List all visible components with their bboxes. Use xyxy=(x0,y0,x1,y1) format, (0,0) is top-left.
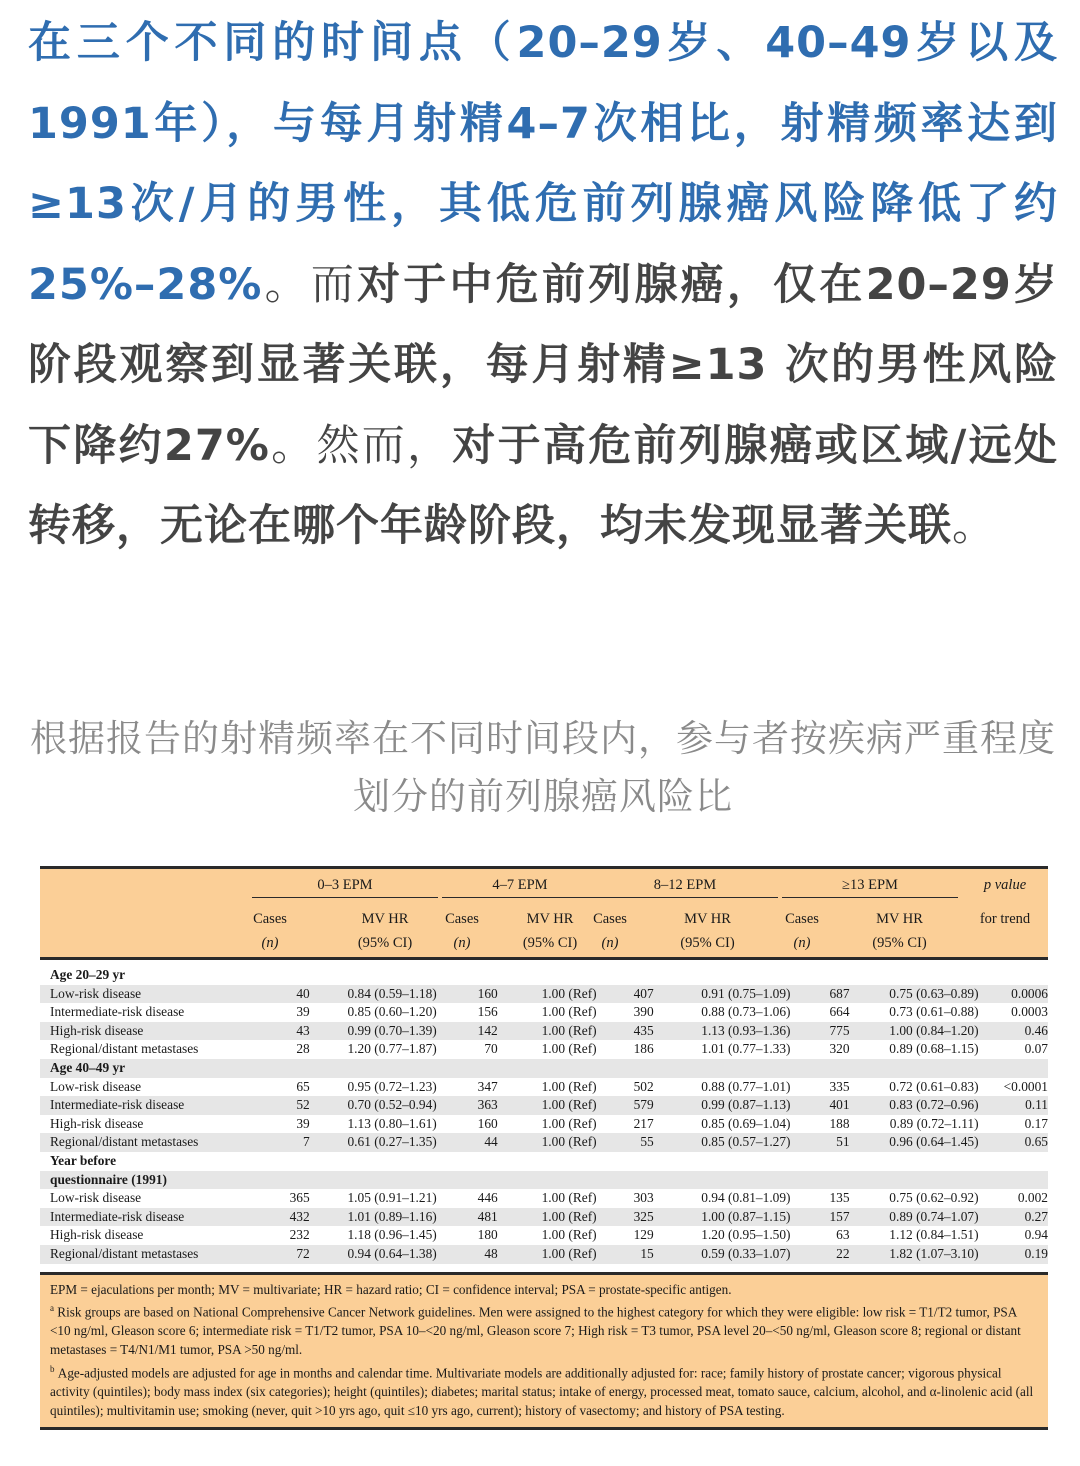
table-row xyxy=(40,1133,1048,1152)
table-cell: 188 xyxy=(829,1115,850,1131)
table-cell: 52 xyxy=(249,1096,310,1115)
table-cell: 0.99 (0.70–1.39) xyxy=(310,1022,437,1041)
header-rule xyxy=(782,897,958,898)
table-cell: 0.85 (0.69–1.04) xyxy=(701,1115,791,1131)
header-rule xyxy=(252,897,438,898)
table-cell: 1.20 (0.95–1.50) xyxy=(701,1227,791,1243)
header-group-4-7: 4–7 EPM xyxy=(492,877,548,893)
table-cell: 1.00 (Ref) xyxy=(541,1227,597,1243)
table-cell: 1.00 (Ref) xyxy=(498,1096,597,1115)
table-cell: 65 xyxy=(296,1078,310,1094)
figure-caption: 根据报告的射精频率在不同时间段内，参与者按疾病严重程度划分的前列腺癌风险比 xyxy=(30,717,1056,818)
table-cell: 775 xyxy=(791,1022,850,1041)
table-row xyxy=(40,1040,1048,1059)
section-title: Year before xyxy=(50,1152,117,1168)
row-label: Low-risk disease xyxy=(40,985,249,1004)
table-cell: 1.00 (Ref) xyxy=(498,1133,597,1152)
table-cell: 0.19 xyxy=(979,1245,1048,1264)
section-header-row xyxy=(40,1152,1048,1171)
section-title: Age 20–29 yr xyxy=(50,967,126,982)
table-cell: 1.00 (0.87–1.15) xyxy=(654,1208,791,1227)
table-row xyxy=(40,1022,1048,1041)
table-cell: 664 xyxy=(829,1004,850,1020)
header-cases-4: Cases (n) xyxy=(785,911,819,951)
table-cell: 0.85 (0.57–1.27) xyxy=(654,1133,791,1152)
row-label: High-risk disease xyxy=(50,1227,144,1243)
header-cases-1: Cases (n) xyxy=(253,911,287,951)
table-cell: 40 xyxy=(249,985,310,1004)
section-header-row xyxy=(40,1059,1048,1078)
text-high-risk: 对于高危前列腺癌或区域/远处转移，无论在哪个年龄阶段，均未发现显著关联 xyxy=(28,420,1058,551)
table-cell: 160 xyxy=(437,985,498,1004)
row-label: Intermediate-risk disease xyxy=(40,1208,249,1227)
table-cell: 0.89 (0.74–1.07) xyxy=(850,1208,979,1227)
table-cell: 1.00 (Ref) xyxy=(541,1041,597,1057)
table-cell: 1.13 (0.80–1.61) xyxy=(347,1115,437,1131)
table-cell: 0.0006 xyxy=(979,985,1048,1004)
table-cell: 0.94 (0.64–1.38) xyxy=(310,1245,437,1264)
table-row xyxy=(40,1003,1048,1022)
table-cell: 347 xyxy=(477,1078,498,1094)
table-row xyxy=(40,985,1048,1004)
row-label: High-risk disease xyxy=(50,1115,144,1131)
table-cell: 0.17 xyxy=(1024,1115,1048,1131)
table-cell: 39 xyxy=(296,1115,310,1131)
header-trend: for trend xyxy=(979,911,1031,927)
row-label: Low-risk disease xyxy=(50,1190,142,1206)
table-cell: 0.96 (0.64–1.45) xyxy=(850,1133,979,1152)
section-title: questionnaire (1991) xyxy=(40,1171,1048,1190)
header-group-pvalue: p value xyxy=(983,877,1027,893)
table-cell: 1.01 (0.77–1.33) xyxy=(701,1041,791,1057)
table-row xyxy=(40,1189,1048,1208)
header-hr-4: MV HR (95% CI) xyxy=(872,911,927,951)
header-rule xyxy=(592,897,778,898)
table-cell: 15 xyxy=(597,1245,654,1264)
header-hr-1: MV HR (95% CI) xyxy=(357,911,413,951)
table-cell: 0.002 xyxy=(1017,1190,1048,1206)
table-cell: 0.65 xyxy=(979,1133,1048,1152)
table-cell: 0.83 (0.72–0.96) xyxy=(850,1096,979,1115)
section-header-row xyxy=(40,1171,1048,1190)
table-cell: 217 xyxy=(633,1115,654,1131)
table-cell: 28 xyxy=(296,1041,310,1057)
table-cell: 320 xyxy=(829,1041,850,1057)
table-cell: 1.00 (Ref) xyxy=(541,1004,597,1020)
table-cell: 365 xyxy=(289,1190,310,1206)
row-label: Regional/distant metastases xyxy=(50,1041,199,1057)
table-cell: 0.11 xyxy=(979,1096,1048,1115)
table-cell: 0.94 xyxy=(1024,1227,1048,1243)
table-cell: 0.95 (0.72–1.23) xyxy=(347,1078,437,1094)
table-cell: 687 xyxy=(791,985,850,1004)
header-rule xyxy=(442,897,598,898)
table-cell: 0.46 xyxy=(979,1022,1048,1041)
section-header-row xyxy=(40,966,1048,985)
header-group-8-12: 8–12 EPM xyxy=(653,877,717,893)
table-cell: 186 xyxy=(633,1041,654,1057)
table-row xyxy=(40,1226,1048,1245)
table-cell: 0.27 xyxy=(979,1208,1048,1227)
table-cell: 303 xyxy=(633,1190,654,1206)
table-row xyxy=(40,1096,1048,1115)
table-cell: 0.84 (0.59–1.18) xyxy=(310,985,437,1004)
header-hr-2: MV HR (95% CI) xyxy=(522,911,578,951)
table-cell: 1.00 (Ref) xyxy=(498,1022,597,1041)
table-cell: 0.89 (0.68–1.15) xyxy=(889,1041,979,1057)
table-cell: 135 xyxy=(829,1190,850,1206)
table-cell: 63 xyxy=(836,1227,850,1243)
table-cell: 0.61 (0.27–1.35) xyxy=(310,1133,437,1152)
table-cell: 129 xyxy=(633,1227,654,1243)
table-cell: 55 xyxy=(597,1133,654,1152)
text-intermediate-risk: 对于中危前列腺癌，仅在20–29岁阶段观察到显著关联，每月射精≥13 次的男性风险下降约27% xyxy=(28,259,1059,471)
table-row xyxy=(40,1115,1048,1134)
table-cell: 156 xyxy=(477,1004,498,1020)
table-cell: 142 xyxy=(437,1022,498,1041)
text-sep-2: 。然而， xyxy=(269,420,453,471)
table-cell: 39 xyxy=(296,1004,310,1020)
table-cell: 43 xyxy=(249,1022,310,1041)
table-cell: 481 xyxy=(437,1208,498,1227)
table-cell: 0.88 (0.77–1.01) xyxy=(701,1078,791,1094)
row-label: Low-risk disease xyxy=(50,1078,142,1094)
table-cell: 0.94 (0.81–1.09) xyxy=(701,1190,791,1206)
table-cell: 1.00 (Ref) xyxy=(498,1245,597,1264)
table-cell: 1.00 (0.84–1.20) xyxy=(850,1022,979,1041)
table-cell: 0.99 (0.87–1.13) xyxy=(654,1096,791,1115)
table-cell: 390 xyxy=(633,1004,654,1020)
table-cell: 401 xyxy=(791,1096,850,1115)
highlight-low-risk: 在三个不同的时间点（20–29岁、40–49岁以及1991年），与每月射精4–7次相比，射精频率达到≥13次/月的男性，其低危前列腺癌风险降低了约25%–28% xyxy=(28,18,1058,310)
table-cell: 0.88 (0.73–1.06) xyxy=(701,1004,791,1020)
table-cell: 1.01 (0.89–1.16) xyxy=(310,1208,437,1227)
table-row xyxy=(40,1208,1048,1227)
table-cell: 0.75 (0.63–0.89) xyxy=(850,985,979,1004)
row-label: Intermediate-risk disease xyxy=(40,1096,249,1115)
table-cell: 1.13 (0.93–1.36) xyxy=(654,1022,791,1041)
table-cell: 1.00 (Ref) xyxy=(498,985,597,1004)
table-cell: 0.07 xyxy=(1024,1041,1048,1057)
table-body xyxy=(40,960,1048,1264)
table-cell: 325 xyxy=(597,1208,654,1227)
table-cell: 232 xyxy=(289,1227,310,1243)
table-footnotes xyxy=(40,1272,1048,1430)
table-cell: 407 xyxy=(597,985,654,1004)
table-header xyxy=(40,866,1048,960)
table-cell: 502 xyxy=(633,1078,654,1094)
header-group-0-3: 0–3 EPM xyxy=(317,877,373,893)
section-title: Age 40–49 yr xyxy=(40,1059,1048,1078)
table-cell: 0.85 (0.60–1.20) xyxy=(347,1004,437,1020)
row-label: Intermediate-risk disease xyxy=(50,1004,185,1020)
footnote-abbrev: EPM = ejaculations per month; MV = multivariate; HR = hazard ratio; CI = confidence interval; PSA = prostate-specific antigen. xyxy=(50,1281,732,1297)
table-cell: 0.75 (0.62–0.92) xyxy=(889,1190,979,1206)
table-row xyxy=(40,1078,1048,1097)
table-cell: 1.00 (Ref) xyxy=(541,1115,597,1131)
table-cell: 0.73 (0.61–0.88) xyxy=(889,1004,979,1020)
table-cell: 1.00 (Ref) xyxy=(541,1078,597,1094)
table-cell: <0.0001 xyxy=(1003,1078,1048,1094)
header-cases-3: Cases (n) xyxy=(593,911,627,951)
table-cell: 1.12 (0.84–1.51) xyxy=(889,1227,979,1243)
table-cell: 1.82 (1.07–3.10) xyxy=(850,1245,979,1264)
table-row xyxy=(40,1245,1048,1264)
table-cell: 335 xyxy=(829,1078,850,1094)
table-cell: 44 xyxy=(437,1133,498,1152)
table-cell: 435 xyxy=(597,1022,654,1041)
table-cell: 432 xyxy=(249,1208,310,1227)
header-hr-3: MV HR (95% CI) xyxy=(680,911,735,951)
table-cell: 51 xyxy=(791,1133,850,1152)
table-cell: 48 xyxy=(437,1245,498,1264)
header-cases-2: Cases (n) xyxy=(445,911,479,951)
table-cell: 1.00 (Ref) xyxy=(498,1208,597,1227)
table-cell: 22 xyxy=(791,1245,850,1264)
table-cell: 72 xyxy=(249,1245,310,1264)
table-cell: 0.59 (0.33–1.07) xyxy=(654,1245,791,1264)
row-label: High-risk disease xyxy=(40,1022,249,1041)
row-label: Regional/distant metastases xyxy=(40,1133,249,1152)
header-group-13: ≥13 EPM xyxy=(842,877,898,893)
table-cell: 1.00 (Ref) xyxy=(541,1190,597,1206)
table-cell: 157 xyxy=(791,1208,850,1227)
table-cell: 579 xyxy=(597,1096,654,1115)
table-cell: 7 xyxy=(249,1133,310,1152)
text-end: 。 xyxy=(952,501,996,551)
article-paragraph xyxy=(28,3,1058,567)
table-cell: 160 xyxy=(477,1115,498,1131)
table-cell: 0.70 (0.52–0.94) xyxy=(310,1096,437,1115)
table-cell: 0.91 (0.75–1.09) xyxy=(654,985,791,1004)
table-cell: 1.05 (0.91–1.21) xyxy=(347,1190,437,1206)
text-sep-1: 。而 xyxy=(262,259,358,310)
table-cell: 0.72 (0.61–0.83) xyxy=(889,1078,979,1094)
table-cell: 0.89 (0.72–1.11) xyxy=(889,1115,979,1131)
table-cell: 0.0003 xyxy=(1011,1004,1048,1020)
footnote-b: $^b$ Age-adjusted models are adjusted for age in months and calendar time. Multivariate models are additionally adjusted for: race; family history of prostate cancer; vigorous physical activity (quintiles); body mass index (six categories); height (quintiles); diabetes; marital status; intake of energy, processed meat, tomato sauce, calcium, alcohol, and α-linolenic acid (all quintiles); multivitamin use; smoking (never, quit >10 yrs ago, quit ≤10 yrs ago, current); history of vasectomy; and history of PSA testing. xyxy=(50,1364,1034,1419)
results-table xyxy=(40,866,1048,1430)
row-label: Regional/distant metastases xyxy=(40,1245,249,1264)
table-cell: 1.18 (0.96–1.45) xyxy=(347,1227,437,1243)
table-cell: 180 xyxy=(477,1227,498,1243)
data-table xyxy=(40,966,1048,1264)
table-cell: 446 xyxy=(477,1190,498,1206)
table-cell: 363 xyxy=(437,1096,498,1115)
footnote-a: $^a$ Risk groups are based on National Comprehensive Cancer Network guidelines. Men were assigned to the highest category for which they were eligible: low risk = T1/T2 tumor, PSA <10 ng/ml, Gleason score 6; intermediate risk = T1/T2 tumor, PSA 10–<20 ng/ml, Gleason score 7; High risk = T3 tumor, PSA level 20–<50 ng/ml, Gleason score 8; regional or distant metastases = T4/N1/M1 tumor, PSA >50 ng/ml. xyxy=(50,1303,1021,1358)
table-cell: 1.20 (0.77–1.87) xyxy=(347,1041,437,1057)
table-cell: 70 xyxy=(484,1041,498,1057)
